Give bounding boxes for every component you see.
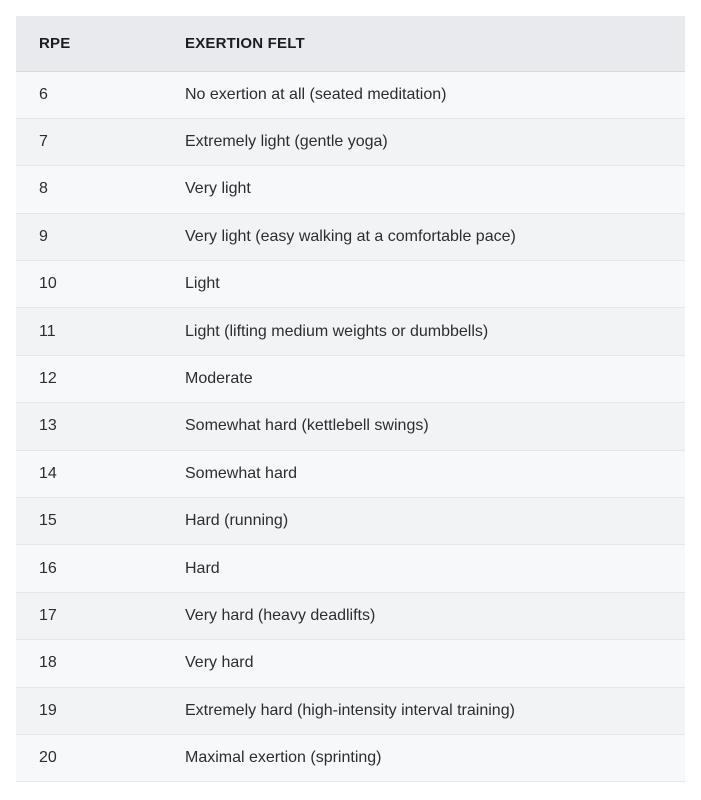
rpe-value: 13 <box>16 403 185 450</box>
table-row <box>16 213 685 260</box>
exertion-description: Light <box>185 261 685 308</box>
table-row <box>16 71 685 118</box>
exertion-description: Maximal exertion (sprinting) <box>185 734 685 781</box>
exertion-description: Extremely hard (high-intensity interval training) <box>185 687 685 734</box>
table-row <box>16 545 685 592</box>
table-body <box>16 71 685 782</box>
rpe-value: 12 <box>16 355 185 402</box>
exertion-description: Very light <box>185 166 685 213</box>
table-row <box>16 734 685 781</box>
rpe-value: 8 <box>16 166 185 213</box>
header-row <box>16 16 685 71</box>
rpe-value: 7 <box>16 118 185 165</box>
rpe-value: 6 <box>16 71 185 118</box>
header-rpe: RPE <box>16 16 185 71</box>
table-header <box>16 16 685 71</box>
exertion-description: Very hard (heavy deadlifts) <box>185 592 685 639</box>
rpe-value: 20 <box>16 734 185 781</box>
table-row <box>16 118 685 165</box>
exertion-description: Moderate <box>185 355 685 402</box>
rpe-value: 10 <box>16 261 185 308</box>
table-row <box>16 498 685 545</box>
header-exertion-felt: EXERTION FELT <box>185 16 685 71</box>
table-row <box>16 640 685 687</box>
rpe-value: 19 <box>16 687 185 734</box>
exertion-description: Very light (easy walking at a comfortable pace) <box>185 213 685 260</box>
table-row <box>16 687 685 734</box>
rpe-value: 17 <box>16 592 185 639</box>
rpe-value: 18 <box>16 640 185 687</box>
rpe-value: 9 <box>16 213 185 260</box>
table-row <box>16 355 685 402</box>
rpe-table-container <box>16 16 685 782</box>
table-row <box>16 450 685 497</box>
exertion-description: No exertion at all (seated meditation) <box>185 71 685 118</box>
exertion-description: Hard (running) <box>185 498 685 545</box>
table-row <box>16 403 685 450</box>
exertion-description: Extremely light (gentle yoga) <box>185 118 685 165</box>
rpe-value: 14 <box>16 450 185 497</box>
rpe-table <box>16 16 685 782</box>
exertion-description: Light (lifting medium weights or dumbbells) <box>185 308 685 355</box>
table-row <box>16 308 685 355</box>
exertion-description: Very hard <box>185 640 685 687</box>
exertion-description: Somewhat hard (kettlebell swings) <box>185 403 685 450</box>
table-row <box>16 261 685 308</box>
table-row <box>16 592 685 639</box>
rpe-value: 16 <box>16 545 185 592</box>
rpe-value: 11 <box>16 308 185 355</box>
exertion-description: Somewhat hard <box>185 450 685 497</box>
exertion-description: Hard <box>185 545 685 592</box>
rpe-value: 15 <box>16 498 185 545</box>
table-row <box>16 166 685 213</box>
